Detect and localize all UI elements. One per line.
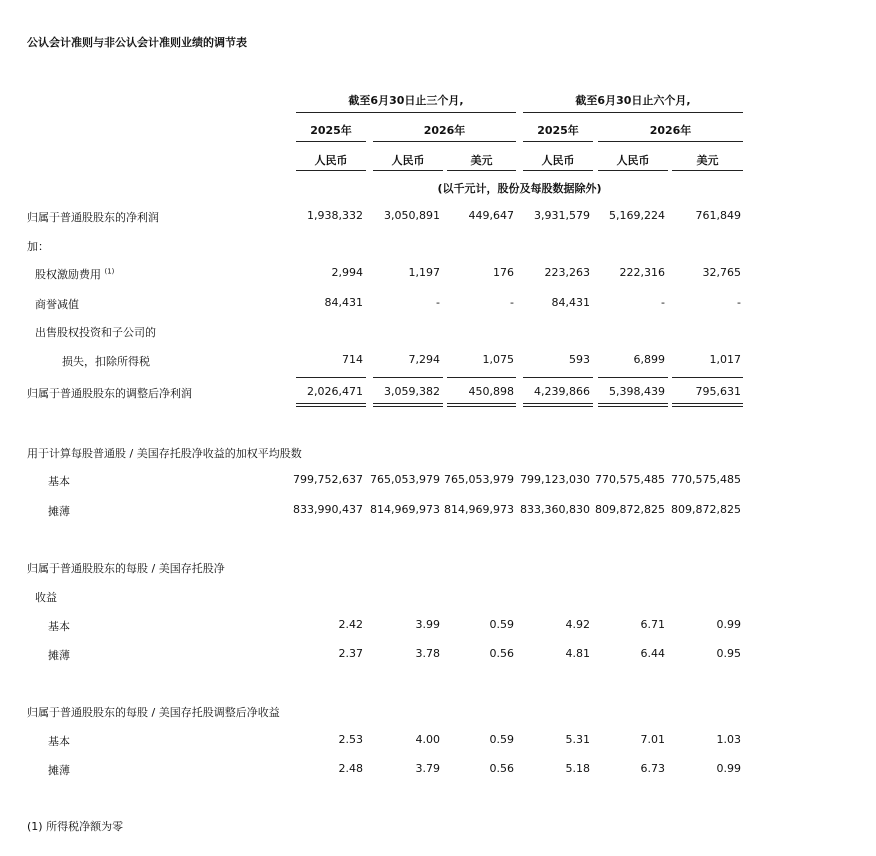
period-underline-2 (523, 112, 743, 113)
currency-header: 美元 (696, 154, 719, 167)
table-cell: 6.73 (640, 762, 665, 775)
table-cell: 0.59 (489, 618, 514, 631)
table-cell: 3,931,579 (534, 209, 590, 222)
table-cell: - (510, 296, 514, 309)
total-double-rule (447, 403, 516, 407)
row-label-eps-title-2: 收益 (35, 591, 57, 604)
table-cell: 2.37 (338, 647, 363, 660)
table-cell: 5.18 (565, 762, 590, 775)
currency-header: 人民币 (541, 154, 575, 167)
total-double-rule (598, 403, 668, 407)
row-label-wavg-diluted: 摊薄 (48, 505, 70, 518)
table-cell: 84,431 (324, 296, 363, 309)
year-underline (523, 141, 593, 142)
table-cell: 449,647 (468, 209, 514, 222)
table-cell: 0.95 (716, 647, 741, 660)
table-cell: 1,075 (482, 353, 514, 366)
currency-underline (523, 170, 593, 171)
currency-underline (296, 170, 366, 171)
table-cell: 814,969,973 (444, 503, 514, 516)
row-label-disposal-1: 出售股权投资和子公司的 (35, 326, 156, 339)
table-cell: 833,990,437 (293, 503, 363, 516)
subtotal-rule (672, 377, 743, 378)
table-cell: 799,123,030 (520, 473, 590, 486)
table-cell: 4,239,866 (534, 385, 590, 398)
row-label-eps-title-1: 归属于普通股股东的每股 / 美国存托股净 (27, 562, 225, 575)
table-cell: 7,294 (408, 353, 440, 366)
table-cell: 2,026,471 (307, 385, 363, 398)
table-cell: 3,059,382 (384, 385, 440, 398)
row-label-adj-eps-basic: 基本 (48, 735, 70, 748)
table-cell: 809,872,825 (671, 503, 741, 516)
currency-header: 人民币 (314, 154, 348, 167)
subtotal-rule (296, 377, 366, 378)
table-cell: 761,849 (695, 209, 741, 222)
currency-header: 人民币 (616, 154, 650, 167)
total-double-rule (523, 403, 593, 407)
table-cell: 223,263 (544, 266, 590, 279)
table-cell: 2.48 (338, 762, 363, 775)
table-cell: 765,053,979 (444, 473, 514, 486)
currency-underline (672, 170, 743, 171)
row-label-net-income: 归属于普通股股东的净利润 (27, 211, 159, 224)
subtotal-rule (523, 377, 593, 378)
table-cell: 450,898 (468, 385, 514, 398)
table-cell: 795,631 (695, 385, 741, 398)
table-cell: 0.99 (716, 618, 741, 631)
table-cell: 814,969,973 (370, 503, 440, 516)
table-cell: 765,053,979 (370, 473, 440, 486)
year-underline (598, 141, 743, 142)
subtotal-rule (447, 377, 516, 378)
total-double-rule (672, 403, 743, 407)
sbc-label-text: 股权激励费用 (35, 268, 101, 281)
table-cell: 0.99 (716, 762, 741, 775)
total-double-rule (296, 403, 366, 407)
table-cell: 833,360,830 (520, 503, 590, 516)
row-label-wavg-basic: 基本 (48, 475, 70, 488)
footnote: (1) 所得税净额为零 (27, 820, 124, 833)
table-cell: 5,169,224 (609, 209, 665, 222)
table-cell: 7.01 (640, 733, 665, 746)
table-cell: 1,017 (709, 353, 741, 366)
row-label-eps-diluted: 摊薄 (48, 649, 70, 662)
currency-underline (447, 170, 516, 171)
row-label-adj-eps-title: 归属于普通股股东的每股 / 美国存托股调整后净收益 (27, 706, 280, 719)
table-cell: 3,050,891 (384, 209, 440, 222)
row-label-eps-basic: 基本 (48, 620, 70, 633)
table-cell: 0.56 (489, 762, 514, 775)
table-cell: 222,316 (619, 266, 665, 279)
year-header: 2026年 (649, 124, 692, 137)
period-underline-1 (296, 112, 516, 113)
table-cell: 593 (569, 353, 590, 366)
table-cell: 2,994 (331, 266, 363, 279)
table-cell: 3.78 (415, 647, 440, 660)
table-cell: 770,575,485 (671, 473, 741, 486)
year-underline (373, 141, 516, 142)
period-header-six-months: 截至6月30日止六个月, (575, 94, 691, 107)
table-cell: 809,872,825 (595, 503, 665, 516)
row-label-adj-eps-diluted: 摊薄 (48, 764, 70, 777)
table-cell: 2.42 (338, 618, 363, 631)
currency-underline (373, 170, 443, 171)
row-label-disposal-2: 损失，扣除所得税 (62, 355, 150, 368)
row-label-add: 加： (27, 240, 49, 253)
row-label-wavg-title: 用于计算每股普通股 / 美国存托股净收益的加权平均股数 (27, 447, 302, 460)
footnote-marker: (1) (104, 267, 115, 276)
table-cell: 3.79 (415, 762, 440, 775)
table-cell: 1.03 (716, 733, 741, 746)
table-cell: 84,431 (551, 296, 590, 309)
table-cell: 714 (342, 353, 363, 366)
table-cell: 4.81 (565, 647, 590, 660)
table-cell: 176 (493, 266, 514, 279)
table-cell: 6,899 (633, 353, 665, 366)
year-header: 2025年 (310, 124, 352, 137)
row-label-sbc (35, 266, 114, 282)
table-cell: 5,398,439 (609, 385, 665, 398)
table-cell: 4.92 (565, 618, 590, 631)
table-cell: 4.00 (415, 733, 440, 746)
table-cell: 0.56 (489, 647, 514, 660)
table-cell: 6.44 (640, 647, 665, 660)
subtotal-rule (373, 377, 443, 378)
row-label-adj-net-income: 归属于普通股股东的调整后净利润 (27, 387, 192, 400)
table-cell: 1,938,332 (307, 209, 363, 222)
year-header: 2025年 (537, 124, 579, 137)
period-header-three-months: 截至6月30日止三个月, (348, 94, 464, 107)
table-cell: - (737, 296, 741, 309)
table-cell: 5.31 (565, 733, 590, 746)
table-cell: 799,752,637 (293, 473, 363, 486)
table-cell: 3.99 (415, 618, 440, 631)
year-header: 2026年 (423, 124, 466, 137)
subtotal-rule (598, 377, 668, 378)
unit-note: (以千元计，股份及每股数据除外) (437, 182, 602, 195)
table-cell: 1,197 (408, 266, 440, 279)
table-cell: - (661, 296, 665, 309)
table-cell: 6.71 (640, 618, 665, 631)
row-label-goodwill: 商誉减值 (35, 298, 79, 311)
table-cell: 32,765 (702, 266, 741, 279)
currency-header: 人民币 (391, 154, 425, 167)
total-double-rule (373, 403, 443, 407)
page-title: 公认会计准则与非公认会计准则业绩的调节表 (27, 36, 247, 49)
table-cell: - (436, 296, 440, 309)
currency-header: 美元 (470, 154, 493, 167)
table-cell: 2.53 (338, 733, 363, 746)
year-underline (296, 141, 366, 142)
currency-underline (598, 170, 668, 171)
table-cell: 770,575,485 (595, 473, 665, 486)
table-cell: 0.59 (489, 733, 514, 746)
